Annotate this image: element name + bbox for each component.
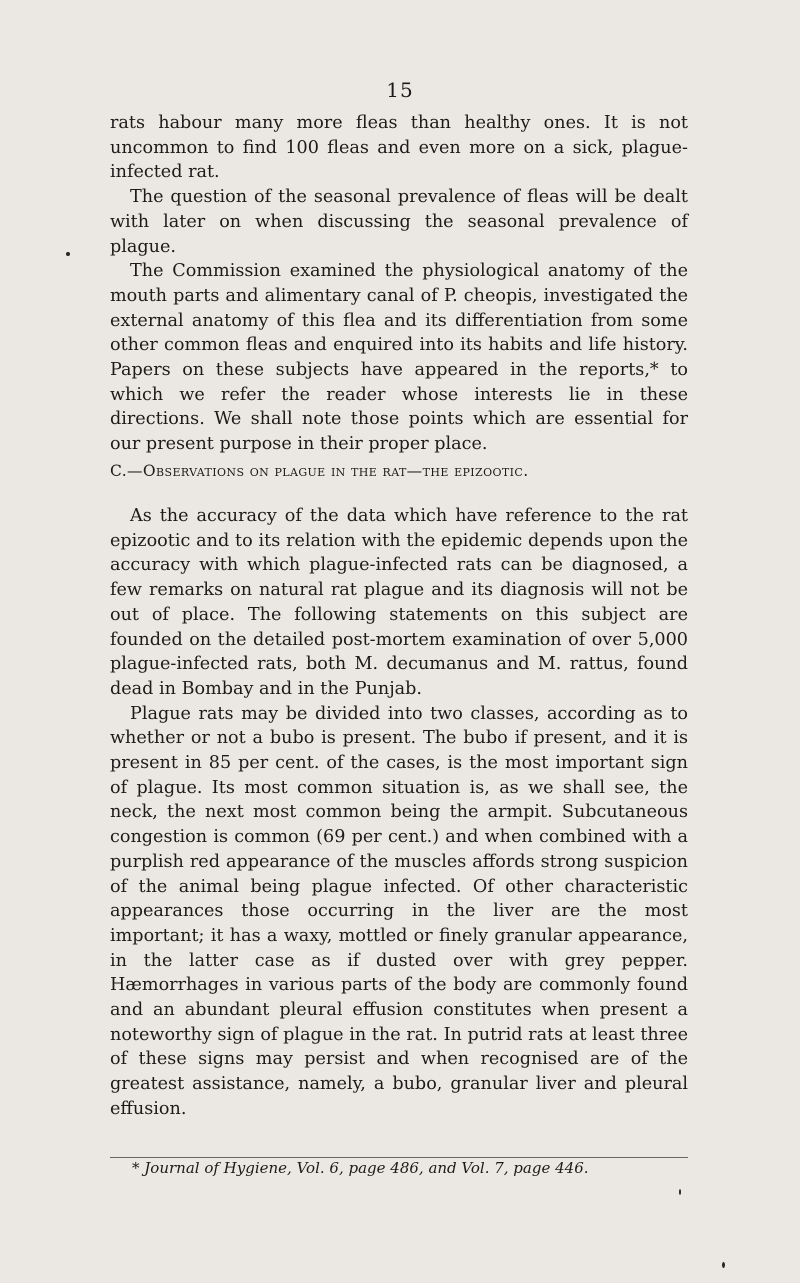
ink-speck: [722, 1262, 725, 1268]
footnote-text: Journal of Hygiene, Vol. 6, page 486, and Vol. 7, page 446.: [144, 1159, 589, 1177]
body-text-top: [110, 111, 688, 457]
footnote: [132, 1158, 688, 1178]
paragraph: rats habour many more fleas than healthy ones. It is not uncommon to find 100 fleas and even more on a sick, plague-infected rat.: [110, 113, 688, 183]
footnote-marker: *: [132, 1159, 140, 1177]
ink-speck: [66, 252, 70, 256]
paragraph: Plague rats may be divided into two classes, according as to whether or not a bubo is present. The bubo if present, and it is present in 85 per cent. of the cases, is the most important sign of plague. Its most common situation is, as we shall see, the neck, the next most common being the armpit. Subcutaneous congestion is common (69 per cent.) and when combined with a purplish red appearance of the muscles affords strong suspicion of the animal being plague infected. Of other characteristic appearances those occurring in the liver are the most important; it has a waxy, mottled or finely granular appearance, in the latter case as if dusted over with grey pepper. Hæmorrhages in various parts of the body are commonly found and an abundant pleural effusion constitutes when present a noteworthy sign of plague in the rat. In putrid rats at least three of these signs may persist and when recognised are of the greatest assistance, namely, a bubo, granular liver and pleural effusion.: [110, 703, 688, 1119]
body-text-bottom: [110, 504, 688, 1122]
paragraph: The Commission examined the physiological anatomy of the mouth parts and alimentary canal of P. cheopis, investigated the external anatomy of this flea and its differentiation from some other common fleas and enquired into its habits and life history. Papers on these subjects have appeared in the reports,* to which we refer the reader whose interests lie in these directions. We shall note those points which are essential for our present purpose in their proper place.: [110, 261, 688, 455]
page-number: 15: [386, 78, 414, 102]
section-heading: C.—Observations on plague in the rat—the epizootic.: [110, 462, 529, 480]
ink-speck: [679, 1189, 681, 1195]
paragraph: The question of the seasonal prevalence of fleas will be dealt with later on when discussing the seasonal prevalence of plague.: [110, 187, 688, 257]
paragraph: As the accuracy of the data which have reference to the rat epizootic and to its relation with the epidemic depends upon the accuracy with which plague-infected rats can be diagnosed, a few remarks on natural rat plague and its diagnosis will not be out of place. The following statements on this subject are founded on the detailed post-mortem examination of over 5,000 plague-infected rats, both M. decumanus and M. rattus, found dead in Bombay and in the Punjab.: [110, 506, 688, 699]
